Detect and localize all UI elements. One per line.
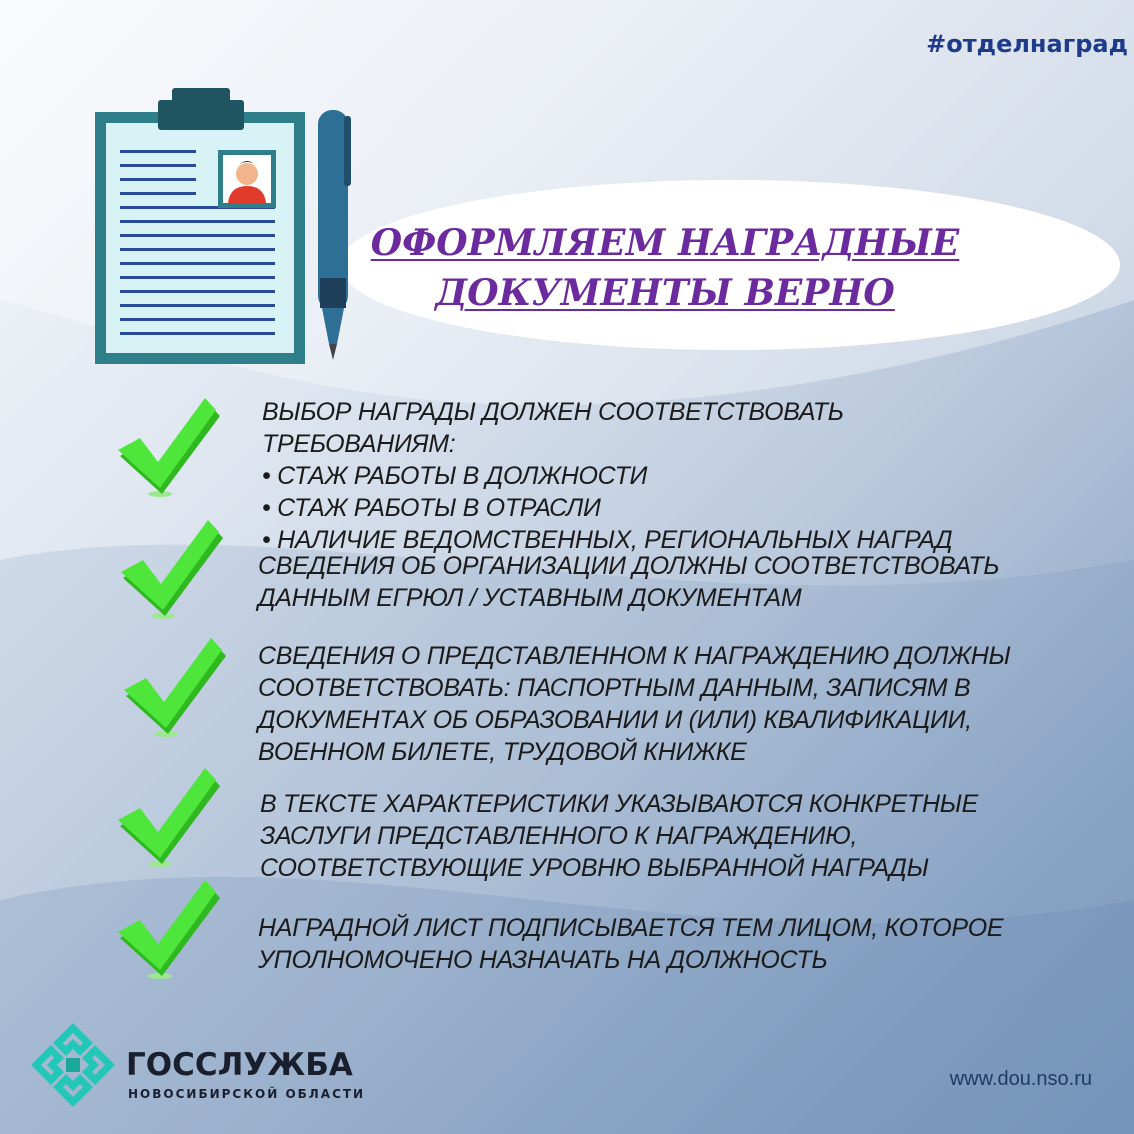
list-item-signature (258, 912, 1038, 976)
checkmark-icon (112, 768, 222, 868)
item-text-line: СВЕДЕНИЯ ОБ ОРГАНИЗАЦИИ ДОЛЖНЫ СООТВЕТСТВОВАТЬ (258, 552, 1000, 580)
logo-subtitle: НОВОСИБИРСКОЙ ОБЛАСТИ (128, 1087, 366, 1101)
item-text-line: ЗАСЛУГИ ПРЕДСТАВЛЕННОГО К НАГРАЖДЕНИЮ, (260, 822, 858, 850)
list-item-organization-info (258, 550, 1038, 614)
gossluzhba-logo (30, 1022, 116, 1108)
item-text-line: • СТАЖ РАБОТЫ В ОТРАСЛИ (262, 494, 601, 522)
item-text-line: ДАННЫМ ЕГРЮЛ / УСТАВНЫМ ДОКУМЕНТАМ (258, 584, 802, 612)
list-item-award-requirements (262, 396, 1042, 556)
title-line-2: ДОКУМЕНТЫ ВЕРНО (435, 272, 895, 314)
item-text-line: ВОЕННОМ БИЛЕТЕ, ТРУДОВОЙ КНИЖКЕ (258, 738, 747, 766)
title-line-1: ОФОРМЛЯЕМ НАГРАДНЫЕ (370, 222, 960, 264)
pen-icon (318, 110, 351, 360)
list-item-nominee-info (258, 640, 1038, 768)
checkmark-icon (118, 638, 228, 738)
item-text-line: • НАЛИЧИЕ ВЕДОМСТВЕННЫХ, РЕГИОНАЛЬНЫХ НАГРАД (262, 526, 953, 554)
item-text-line: СООТВЕТСТВУЮЩИЕ УРОВНЮ ВЫБРАННОЙ НАГРАДЫ (260, 854, 929, 882)
item-text-line: СВЕДЕНИЯ О ПРЕДСТАВЛЕННОМ К НАГРАЖДЕНИЮ ДОЛЖНЫ (258, 642, 1011, 670)
page-title (360, 218, 970, 318)
checkmark-icon (112, 398, 222, 498)
hashtag-label: #отделнаград (926, 30, 1128, 58)
clipboard-icon (90, 82, 360, 372)
item-text-line: ВЫБОР НАГРАДЫ ДОЛЖЕН СООТВЕТСТВОВАТЬ ТРЕБОВАНИЯМ: (262, 398, 844, 458)
item-text-line: • СТАЖ РАБОТЫ В ДОЛЖНОСТИ (262, 462, 648, 490)
list-item-characteristics (260, 788, 1040, 884)
item-text-line: НАГРАДНОЙ ЛИСТ ПОДПИСЫВАЕТСЯ ТЕМ ЛИЦОМ, КОТОРОЕ (258, 914, 1004, 942)
item-text-line: ДОКУМЕНТАХ ОБ ОБРАЗОВАНИИ И (ИЛИ) КВАЛИФИКАЦИИ, (258, 706, 972, 734)
item-text-line: СООТВЕТСТВОВАТЬ: ПАСПОРТНЫМ ДАННЫМ, ЗАПИСЯМ В (258, 674, 971, 702)
item-text-line: В ТЕКСТЕ ХАРАКТЕРИСТИКИ УКАЗЫВАЮТСЯ КОНКРЕТНЫЕ (260, 790, 978, 818)
checkmark-icon (112, 880, 222, 980)
website-link[interactable]: www.dou.nso.ru (949, 1068, 1092, 1090)
item-text-line: УПОЛНОМОЧЕНО НАЗНАЧАТЬ НА ДОЛЖНОСТЬ (258, 946, 828, 974)
logo-name: ГОССЛУЖБА (126, 1047, 353, 1083)
checkmark-icon (115, 520, 225, 620)
